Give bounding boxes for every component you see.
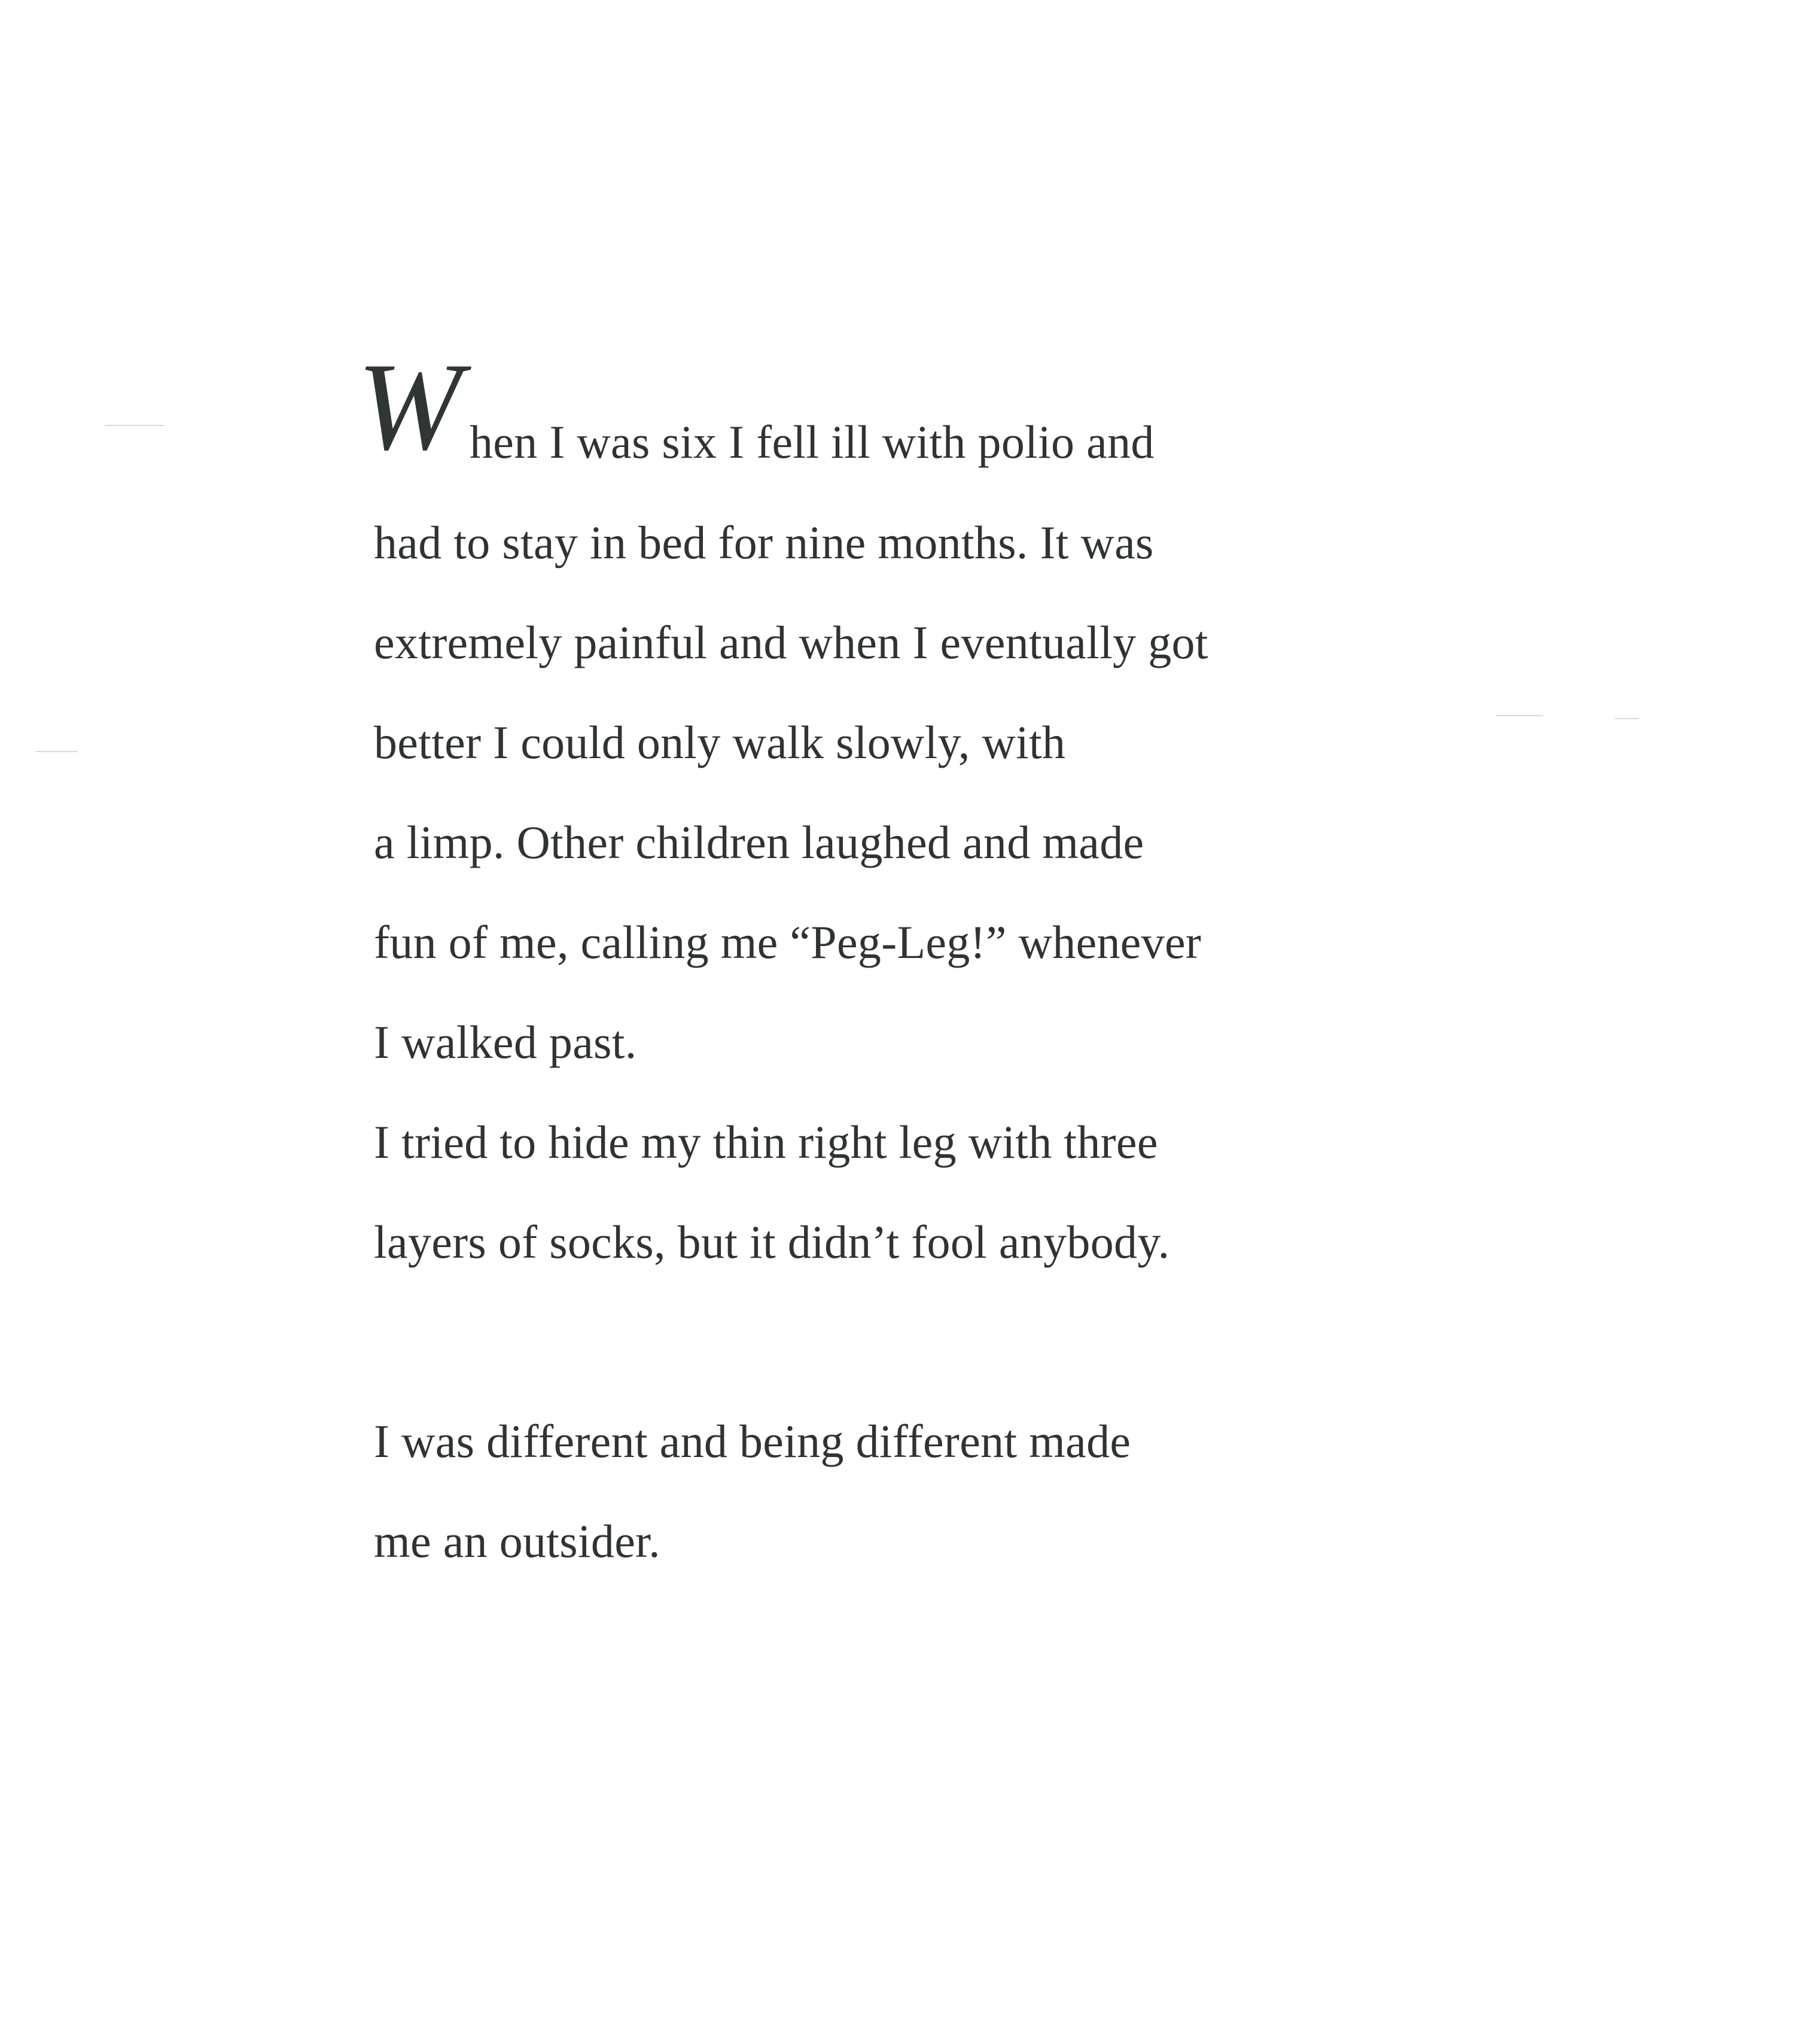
text-line: extremely painful and when I eventually got (374, 616, 1208, 668)
text-line: better I could only walk slowly, with (374, 716, 1066, 768)
closing-line: I was different and being different made (374, 1415, 1131, 1467)
closing-line: me an outsider. (374, 1515, 660, 1567)
scan-speck (105, 425, 165, 426)
text-line: fun of me, calling me “Peg-Leg!” whenever (374, 916, 1202, 968)
text-line: a limp. Other children laughed and made (374, 816, 1144, 868)
text-line: I tried to hide my thin right leg with three (374, 1116, 1158, 1168)
drop-cap: W (357, 337, 462, 476)
scan-speck (1495, 715, 1543, 716)
first-line-text: hen I was six I fell ill with polio and (470, 416, 1155, 468)
scan-speck (36, 751, 78, 752)
text-line: layers of socks, but it didn’t fool anybody. (374, 1216, 1170, 1268)
scan-speck (1615, 718, 1639, 719)
text-line: had to stay in bed for nine months. It was (374, 516, 1154, 568)
text-line: I walked past. (374, 1016, 637, 1068)
